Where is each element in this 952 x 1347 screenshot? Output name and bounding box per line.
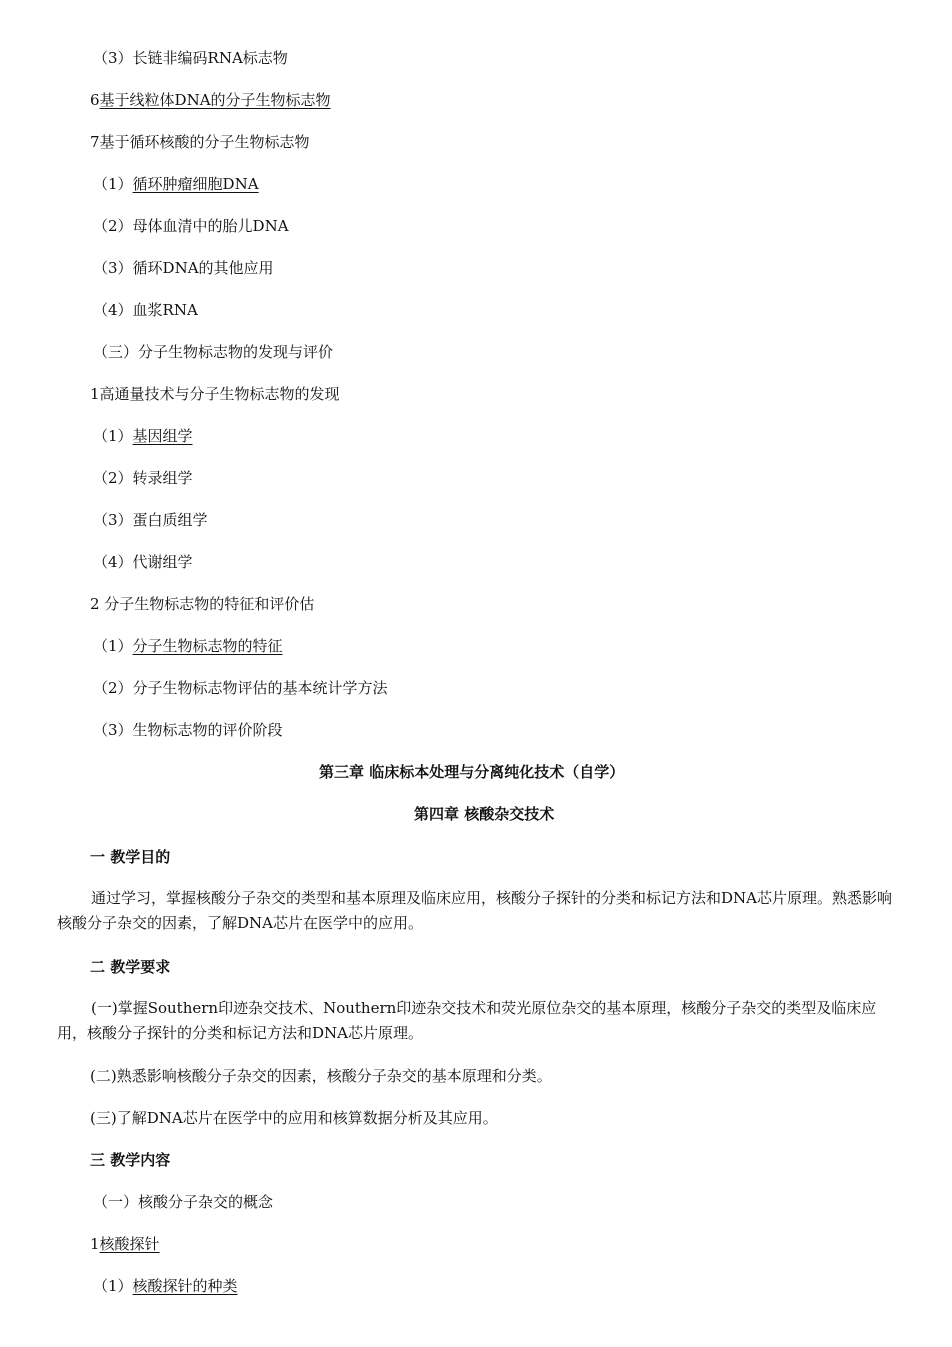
underlined-text: 基因组学 — [132, 427, 193, 445]
list-item: 6基于线粒体DNA的分子生物标志物 — [90, 91, 331, 109]
list-item: 2 分子生物标志物的特征和评价估 — [90, 595, 315, 613]
list-item: （3）循环DNA的其他应用 — [93, 259, 274, 277]
list-item: （4）血浆RNA — [93, 301, 198, 319]
paragraph: (一)掌握Southern印迹杂交技术、Nouthern印迹杂交技术和荧光原位杂交的基本原理，核酸分子杂交的类型及临床应用，核酸分子探针的分类和标记方法和DNA芯片原理。 — [57, 999, 877, 1042]
list-item: （一）核酸分子杂交的概念 — [93, 1193, 274, 1211]
list-item: 7基于循环核酸的分子生物标志物 — [90, 133, 310, 151]
list-item: （1）分子生物标志物的特征 — [93, 637, 283, 655]
section-heading: 一 教学目的 — [90, 848, 171, 866]
list-item: （3）生物标志物的评价阶段 — [93, 721, 283, 739]
list-item: （3）长链非编码RNA标志物 — [93, 49, 288, 67]
underlined-text: 分子生物标志物的特征 — [132, 637, 283, 655]
paragraph: 通过学习，掌握核酸分子杂交的类型和基本原理及临床应用，核酸分子探针的分类和标记方法和DNA芯片原理。熟悉影响核酸分子杂交的因素，了解DNA芯片在医学中的应用。 — [57, 889, 892, 932]
list-item: 1高通量技术与分子生物标志物的发现 — [90, 385, 340, 403]
list-item: （1）核酸探针的种类 — [93, 1277, 238, 1295]
section-heading: 三 教学内容 — [90, 1151, 171, 1169]
underlined-text: 核酸探针的种类 — [132, 1277, 238, 1295]
list-item: （2）分子生物标志物评估的基本统计学方法 — [93, 679, 388, 697]
paragraph: (三)了解DNA芯片在医学中的应用和核算数据分析及其应用。 — [90, 1109, 498, 1127]
underlined-text: 循环肿瘤细胞DNA — [132, 175, 259, 193]
underlined-text: 核酸探针 — [99, 1235, 160, 1253]
underlined-text: 基于线粒体DNA的分子生物标志物 — [99, 91, 331, 109]
list-item: （3）蛋白质组学 — [93, 511, 208, 529]
chapter-title: 第四章 核酸杂交技术 — [414, 805, 555, 823]
list-item: （1）基因组学 — [93, 427, 193, 445]
list-item: （2）转录组学 — [93, 469, 193, 487]
list-item: （2）母体血清中的胎儿DNA — [93, 217, 289, 235]
paragraph: (二)熟悉影响核酸分子杂交的因素，核酸分子杂交的基本原理和分类。 — [90, 1067, 552, 1085]
section-heading: 二 教学要求 — [90, 958, 171, 976]
list-item: 1核酸探针 — [90, 1235, 160, 1253]
list-item: （4）代谢组学 — [93, 553, 193, 571]
chapter-title: 第三章 临床标本处理与分离纯化技术（自学） — [319, 763, 625, 781]
list-item: （1）循环肿瘤细胞DNA — [93, 175, 259, 193]
list-item: （三）分子生物标志物的发现与评价 — [93, 343, 334, 361]
